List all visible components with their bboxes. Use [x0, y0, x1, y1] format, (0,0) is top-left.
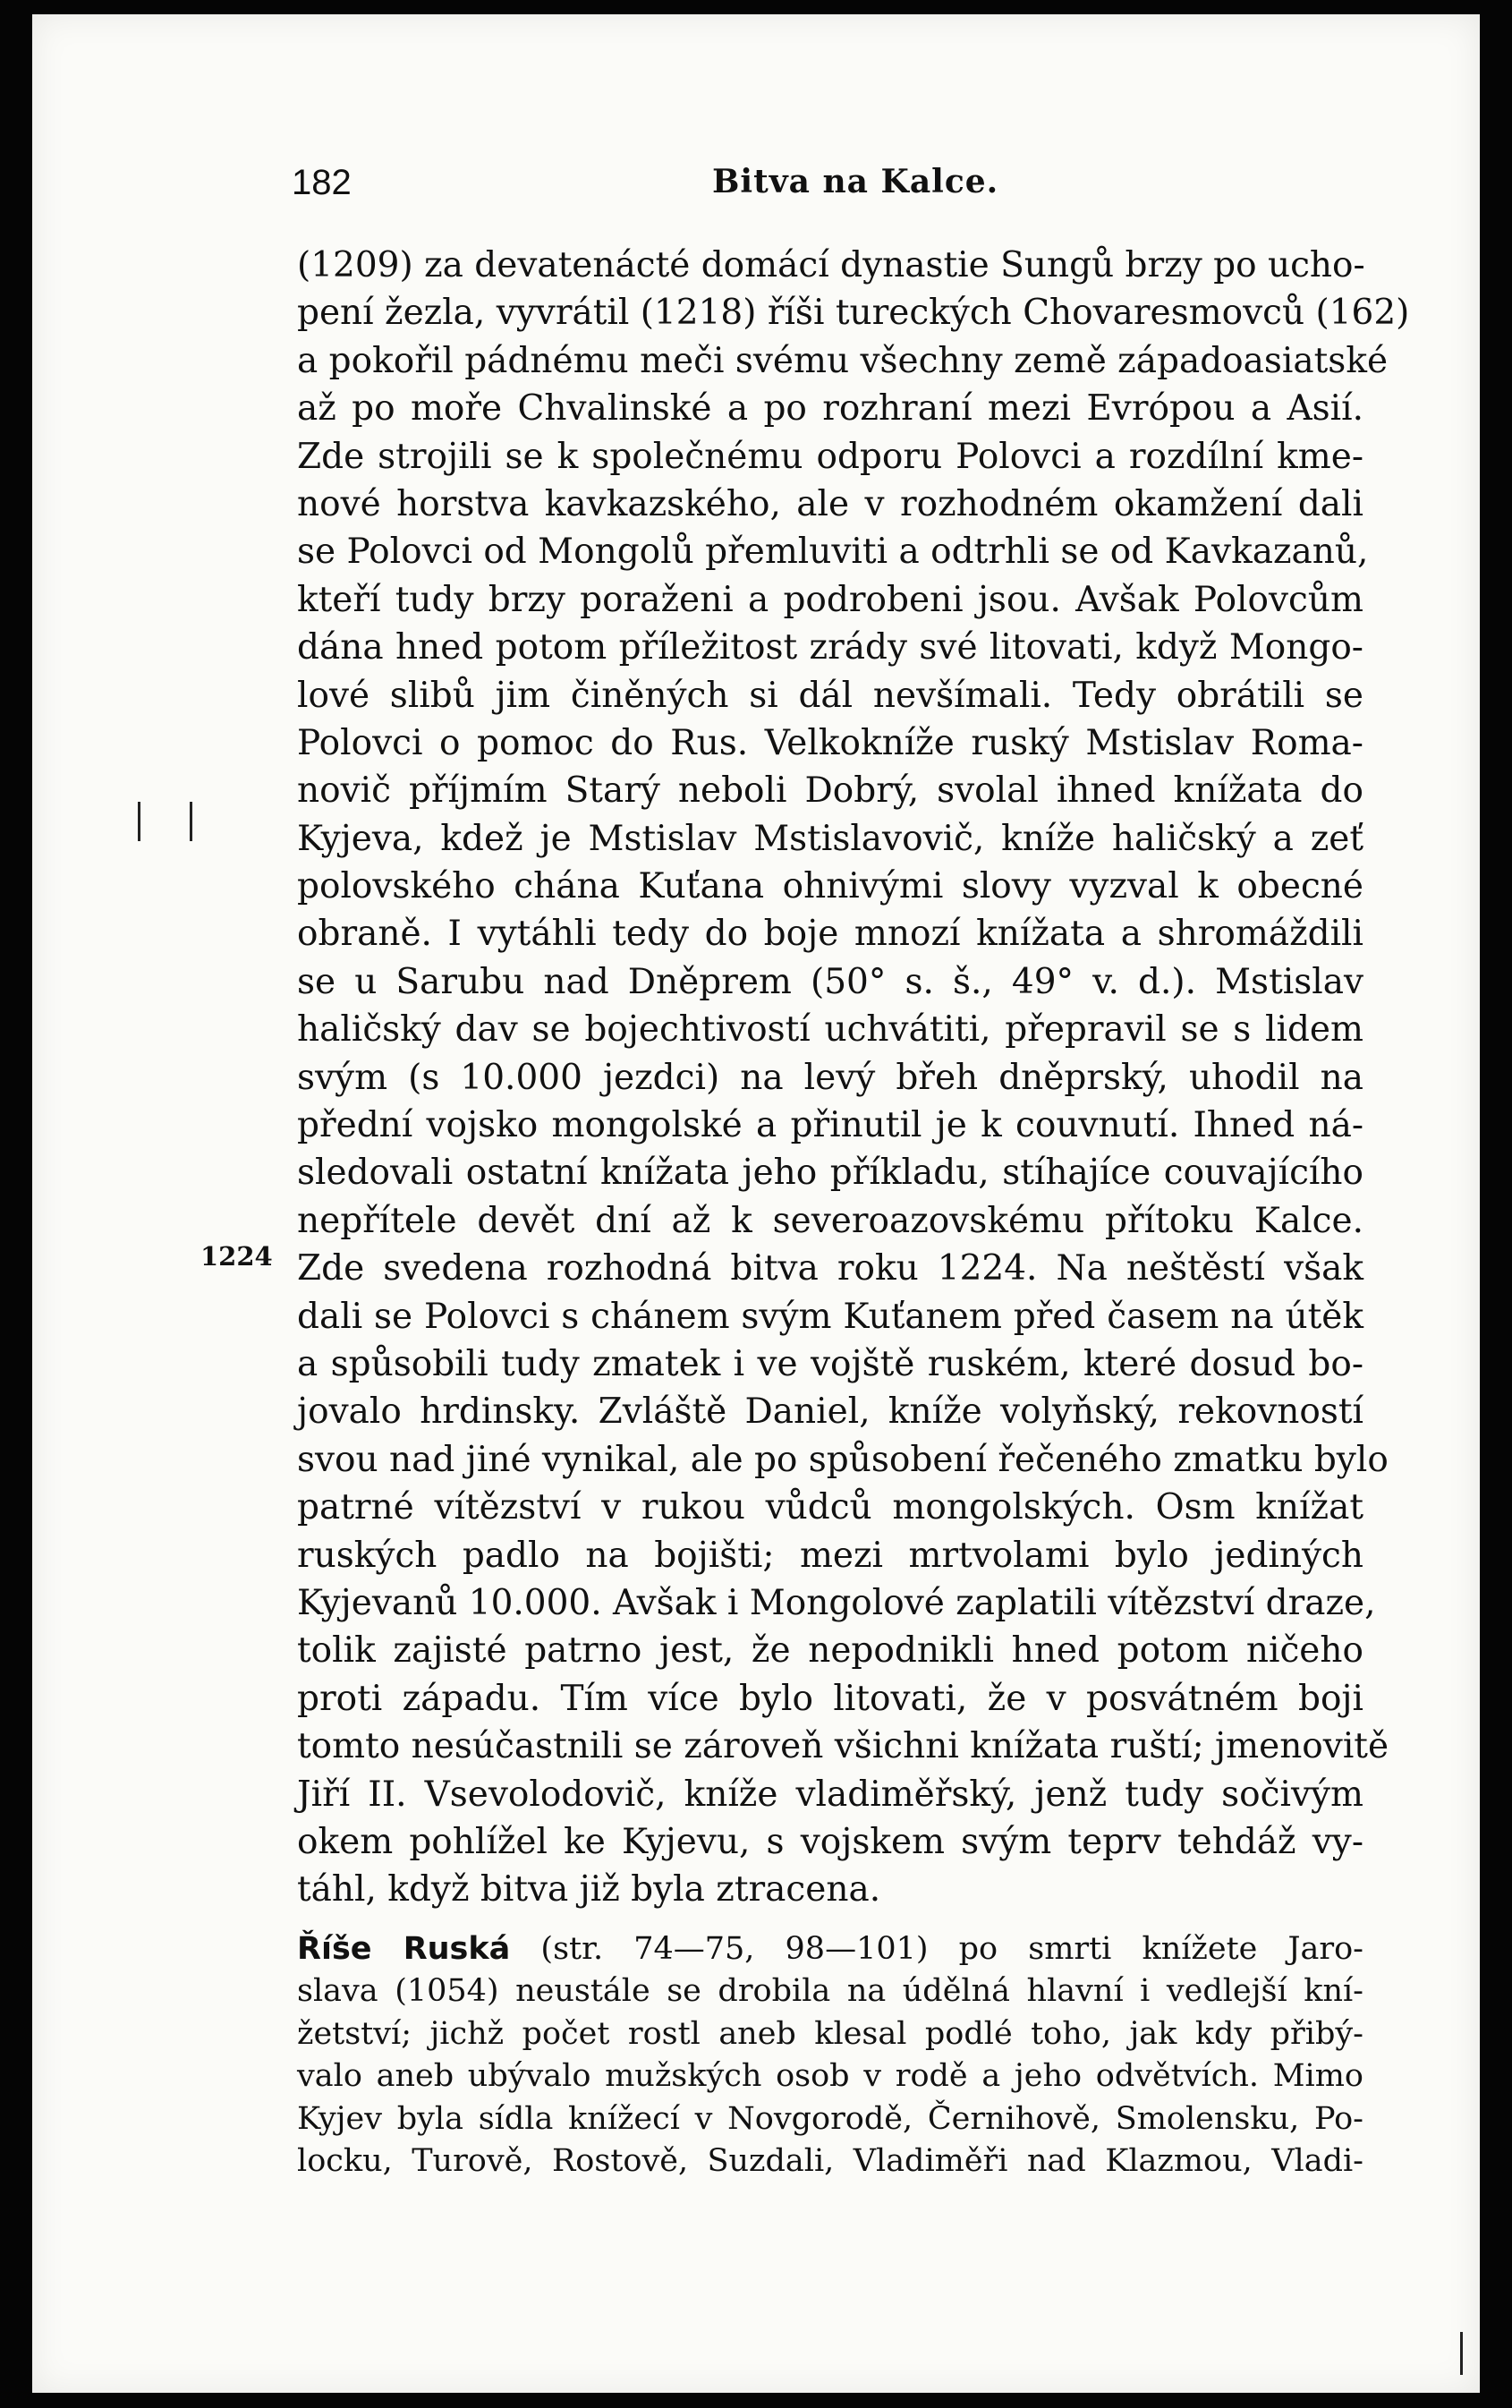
text-line: Zde strojili se k společnému odporu Polovci a rozdílní kme- — [297, 436, 1363, 477]
text-line: sledovali ostatní knížata jeho příkladu, stíhajíce couvajícího — [297, 1153, 1363, 1194]
margin-mark — [138, 802, 140, 841]
text-line: Kyjev byla sídla knížecí v Novgorodě, Černihově, Smolensku, Po- — [297, 2100, 1363, 2137]
text-line: locku, Turově, Rostově, Suzdali, Vladiměři nad Klazmou, Vladi- — [297, 2143, 1363, 2180]
text-line: se Polovci od Mongolů přemluviti a odtrhli se od Kavkazanů, — [297, 532, 1369, 573]
text-line: obraně. I vytáhli tedy do boje mnozí knížata a shromáždili — [297, 914, 1363, 955]
running-title: Bitva na Kalce. — [712, 163, 999, 200]
page-number: 182 — [292, 163, 352, 202]
text-line: až po moře Chvalinské a po rozhraní mezi Evrópou a Asií. — [297, 388, 1363, 430]
main-text — [297, 242, 1410, 2183]
text-line: tolik zajisté patrno jest, že nepodnikli hned potom ničeho — [297, 1630, 1363, 1672]
text-line: pení žezla, vyvrátil (1218) říši tureckých Chovaresmovců (162) — [297, 293, 1410, 334]
text-line: ruských padlo na bojišti; mezi mrtvolami bylo jediných — [297, 1535, 1363, 1576]
margin-mark — [1460, 2332, 1463, 2375]
text-line: nové horstva kavkazského, ale v rozhodném okamžení dali — [297, 483, 1363, 524]
text-line: Zde svedena rozhodná bitva roku 1224. Na neštěstí však — [297, 1248, 1363, 1289]
text-line: patrné vítězství v rukou vůdců mongolských. Osm knížat — [297, 1487, 1363, 1528]
text-line: svou nad jiné vynikal, ale po spůsobení řečeného zmatku bylo — [297, 1439, 1389, 1480]
book-page — [32, 14, 1480, 2393]
text-line: lové slibů jim činěných si dál nevšímali. Tedy obrátili se — [297, 675, 1363, 716]
text-line: novič příjmím Starý neboli Dobrý, svolal ihned knížata do — [297, 770, 1363, 812]
text-line: a pokořil pádnému meči svému všechny země západoasiatské — [297, 340, 1389, 381]
text-fragment: (str. 74—75, 98—101) po smrti knížete Jaro- — [510, 1930, 1363, 1967]
text-line: dali se Polovci s chánem svým Kuťanem před časem na útěk — [297, 1296, 1363, 1337]
text-line: Kyjeva, kdež je Mstislav Mstislavovič, kníže haličský a zeť — [297, 818, 1363, 859]
text-line: a spůsobili tudy zmatek i ve vojště ruském, které dosud bo- — [297, 1343, 1363, 1384]
text-line: se u Sarubu nad Dněprem (50° s. š., 49° v. d.). Mstislav — [297, 961, 1363, 1002]
text-line: haličský dav se bojechtivostí uchvátiti, přepravil se s lidem — [297, 1009, 1363, 1051]
text-line: táhl, když bitva již byla ztracena. — [297, 1869, 881, 1910]
text-line: žetství; jichž počet rostl aneb klesal podlé toho, jak kdy přibý- — [297, 2015, 1363, 2052]
text-line: valo aneb ubývalo mužských osob v rodě a jeho odvětvích. Mimo — [297, 2058, 1363, 2095]
margin-year-note: 1224 — [200, 1241, 273, 1272]
text-line: slava (1054) neustále se drobila na údělná hlavní i vedlejší kní- — [297, 1973, 1363, 2010]
text-line — [297, 1928, 1363, 1971]
text-line: tomto nesúčastnili se zároveň všichni knížata ruští; jmenovitě — [297, 1726, 1389, 1767]
text-line: okem pohlížel ke Kyjevu, s vojskem svým teprv tehdáž vy- — [297, 1821, 1363, 1862]
text-line: svým (s 10.000 jezdci) na levý břeh dněprský, uhodil na — [297, 1057, 1363, 1098]
page-header — [292, 163, 1365, 202]
paragraph-2 — [297, 1928, 1363, 2183]
text-line: Kyjevanů 10.000. Avšak i Mongolové zaplatili vítězství draze, — [297, 1582, 1376, 1623]
text-line: dána hned potom příležitost zrády své litovati, když Mongo- — [297, 627, 1363, 668]
text-line: proti západu. Tím více bylo litovati, že v posvátném boji — [297, 1678, 1363, 1719]
text-line: (1209) za devatenácté domácí dynastie Sungů brzy po ucho- — [297, 245, 1365, 285]
text-line: kteří tudy brzy poraženi a podrobeni jsou. Avšak Polovcům — [297, 579, 1363, 620]
paragraph-1 — [297, 242, 1410, 1914]
margin-mark — [190, 802, 192, 841]
text-line: přední vojsko mongolské a přinutil je k couvnutí. Ihned ná- — [297, 1105, 1363, 1146]
text-line: Jiří II. Vsevolodovič, kníže vladiměřský, jenž tudy sočivým — [297, 1774, 1363, 1815]
section-heading: Říše Ruská — [297, 1930, 511, 1967]
text-line: nepřítele devět dní až k severoazovskému přítoku Kalce. — [297, 1200, 1363, 1241]
text-line: polovského chána Kuťana ohnivými slovy vyzval k obecné — [297, 866, 1363, 907]
text-line: Polovci o pomoc do Rus. Velkokníže ruský Mstislav Roma- — [297, 722, 1363, 763]
text-line: jovalo hrdinsky. Zvláště Daniel, kníže volyňský, rekovností — [297, 1391, 1363, 1433]
